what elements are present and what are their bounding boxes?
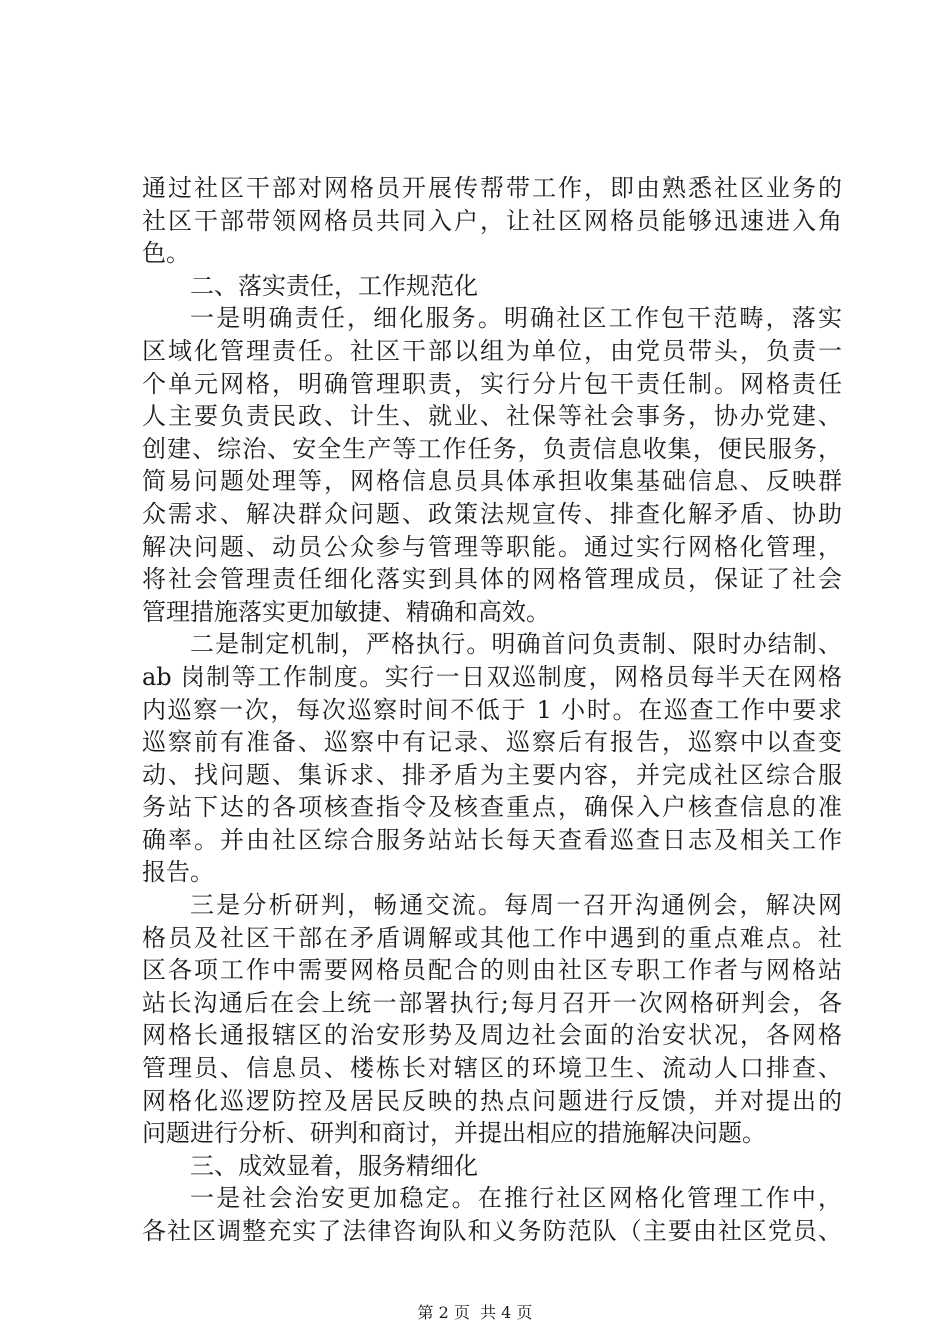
text-line: 区域化管理责任。社区干部以组为单位，由党员带头，负责一 xyxy=(142,336,842,365)
text-line: 站长沟通后在会上统一部署执行;每月召开一次网格研判会，各 xyxy=(142,988,842,1017)
text-line: 管理员、信息员、楼栋长对辖区的环境卫生、流动人口排查、 xyxy=(142,1054,842,1083)
text-line: 网格化巡逻防控及居民反映的热点问题进行反馈，并对提出的 xyxy=(142,1086,842,1115)
page-number-label: 第 2 页 共 4 页 xyxy=(417,1303,533,1322)
text-line: 简易问题处理等，网格信息员具体承担收集基础信息、反映群 xyxy=(142,467,842,496)
text-line: 创建、综治、安全生产等工作任务，负责信息收集，便民服务， xyxy=(142,434,842,463)
text-line: 管理措施落实更加敏捷、精确和高效。 xyxy=(142,597,550,626)
text-line: 三、成效显着，服务精细化 xyxy=(190,1151,478,1180)
text-line: 二是制定机制，严格执行。明确首问负责制、限时办结制、 xyxy=(190,630,842,659)
text-line: ab 岗制等工作制度。实行一日双巡制度，网格员每半天在网格 xyxy=(142,662,842,691)
text-line: 人主要负责民政、计生、就业、社保等社会事务，协办党建、 xyxy=(142,402,842,431)
page-footer xyxy=(0,1303,950,1323)
text-line: 社区干部带领网格员共同入户，让社区网格员能够迅速进入角 xyxy=(142,206,842,235)
text-line: 色。 xyxy=(142,239,190,268)
text-line: 各社区调整充实了法律咨询队和义务防范队（主要由社区党员、 xyxy=(142,1217,842,1245)
text-line: 动、找问题、集诉求、排矛盾为主要内容，并完成社区综合服 xyxy=(142,760,842,789)
text-line: 一是社会治安更加稳定。在推行社区网格化管理工作中， xyxy=(190,1184,842,1213)
text-line: 区各项工作中需要网格员配合的则由社区专职工作者与网格站 xyxy=(142,956,842,985)
text-line: 务站下达的各项核查指令及核查重点，确保入户核查信息的准 xyxy=(142,793,842,822)
text-line: 三是分析研判，畅通交流。每周一召开沟通例会，解决网 xyxy=(190,891,842,920)
text-line: 确率。并由社区综合服务站站长每天查看巡查日志及相关工作 xyxy=(142,825,842,854)
text-line: 通过社区干部对网格员开展传帮带工作，即由熟悉社区业务的 xyxy=(142,174,842,202)
text-line: 问题进行分析、研判和商讨，并提出相应的措施解决问题。 xyxy=(142,1119,766,1148)
text-line: 解决问题、动员公众参与管理等职能。通过实行网格化管理， xyxy=(142,532,842,561)
text-line: 网格长通报辖区的治安形势及周边社会面的治安状况，各网格 xyxy=(142,1021,842,1050)
text-line: 格员及社区干部在矛盾调解或其他工作中遇到的重点难点。社 xyxy=(142,923,842,952)
document-body xyxy=(142,172,842,1248)
text-line: 众需求、解决群众问题、政策法规宣传、排查化解矛盾、协助 xyxy=(142,499,842,528)
text-line: 一是明确责任，细化服务。明确社区工作包干范畴，落实 xyxy=(190,304,842,333)
text-line: 报告。 xyxy=(142,858,214,887)
text-line: 巡察前有准备、巡察中有记录、巡察后有报告，巡察中以查变 xyxy=(142,728,842,757)
text-line: 内巡察一次，每次巡察时间不低于 1 小时。在巡查工作中要求 xyxy=(142,695,842,724)
text-line: 二、落实责任，工作规范化 xyxy=(190,271,478,300)
text-line: 个单元网格，明确管理职责，实行分片包干责任制。网格责任 xyxy=(142,369,842,398)
text-line: 将社会管理责任细化落实到具体的网格管理成员，保证了社会 xyxy=(142,565,842,594)
